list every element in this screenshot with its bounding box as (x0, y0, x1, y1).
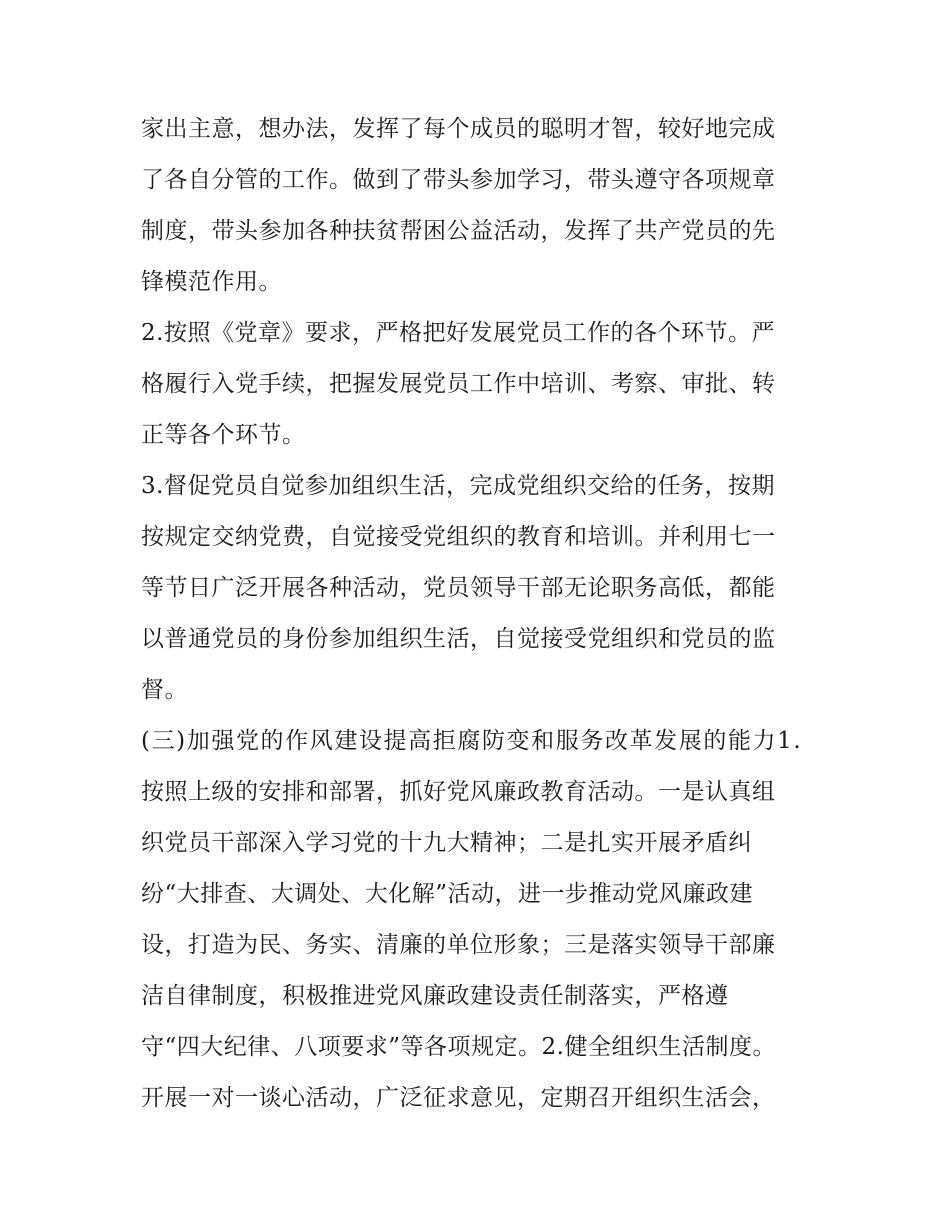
text-line: 按照上级的安排和部署，抓好党风廉政教育活动。一是认真组 (141, 779, 776, 805)
text-line: 了各自分管的工作。做到了带头参加学习，带头遵守各项规章 (141, 167, 776, 193)
text-line: 督。 (141, 677, 188, 703)
text-line: 以普通党员的身份参加组织生活，自觉接受党组织和党员的监 (141, 626, 776, 652)
section-heading-line: (三)加强党的作风建设提高拒腐防变和服务改革发展的能力1. (141, 728, 803, 754)
body-text (141, 104, 821, 1124)
text-line: 按规定交纳党费，自觉接受党组织的教育和培训。并利用七一 (141, 524, 776, 550)
text-line: 守“四大纪律、八项要求”等各项规定。2.健全组织生活制度。 (141, 1034, 776, 1060)
text-line: 3.督促党员自觉参加组织生活，完成党组织交给的任务，按期 (141, 473, 775, 499)
text-line: 家出主意，想办法，发挥了每个成员的聪明才智，较好地完成 (141, 116, 776, 142)
text-line: 格履行入党手续，把握发展党员工作中培训、考察、审批、转 (141, 371, 776, 397)
text-line: 洁自律制度，积极推进党风廉政建设责任制落实，严格遵 (141, 983, 729, 1009)
text-line: 设，打造为民、务实、清廉的单位形象；三是落实领导干部廉 (141, 932, 776, 958)
text-line: 开展一对一谈心活动，广泛征求意见，定期召开组织生活会， (141, 1085, 776, 1111)
text-line: 织党员干部深入学习党的十九大精神；二是扎实开展矛盾纠 (141, 830, 752, 856)
text-line: 锋模范作用。 (141, 269, 282, 295)
text-line: 纷“大排查、大调处、大化解”活动，进一步推动党风廉政建 (141, 881, 754, 907)
text-line: 制度，带头参加各种扶贫帮困公益活动，发挥了共产党员的先 (141, 218, 776, 244)
text-line: 2.按照《党章》要求，严格把好发展党员工作的各个环节。严 (141, 320, 775, 346)
text-line: 等节日广泛开展各种活动，党员领导干部无论职务高低，都能 (141, 575, 776, 601)
text-line: 正等各个环节。 (141, 422, 306, 448)
